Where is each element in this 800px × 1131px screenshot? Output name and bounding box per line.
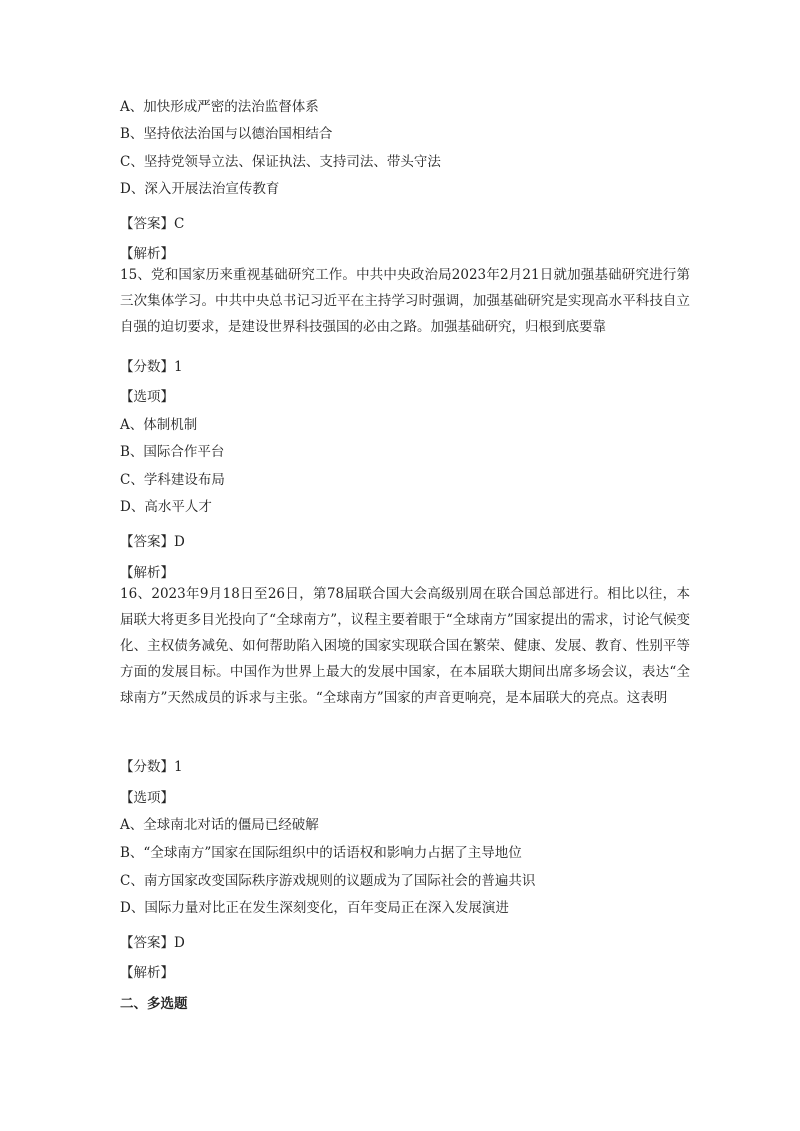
q14-option-d: D、深入开展法治宣传教育 <box>120 181 280 197</box>
q15-option-d: D、高水平人才 <box>120 499 212 515</box>
q15-option-a: A、体制机制 <box>120 417 198 433</box>
q16-stem: 16、2023年9月18日至26日，第78届联合国大会高级别周在联合国总部进行。相比以往，本届联大将更多目光投向了“全球南方”，议程主要着眼于“全球南方”国家提出的需求，讨论气候变化、主权债务减免、如何帮助陷入困境的国家实现联合国在繁荣、健康、发展、教育、性别平等方面的发展目标。中国作为世界上最大的发展中国家，在本届联大期间出席多场会议，表达“全球南方”天然成员的诉求与主张。“全球南方”国家的声音更响亮，是本届联大的亮点。这表明 <box>120 586 690 706</box>
q16-analysis-label: 【解析】 <box>120 965 174 981</box>
q14-option-b: B、坚持依法治国与以德治国相结合 <box>120 126 333 142</box>
q14-answer: 【答案】C <box>120 216 185 232</box>
q14-option-a: A、加快形成严密的法治监督体系 <box>120 99 319 115</box>
q15-option-c: C、学科建设布局 <box>120 472 225 488</box>
q16-option-c: C、南方国家改变国际秩序游戏规则的议题成为了国际社会的普遍共识 <box>120 873 536 889</box>
q16-answer: 【答案】D <box>120 935 185 951</box>
q15-option-b: B、国际合作平台 <box>120 444 225 460</box>
q16-score: 【分数】1 <box>120 759 183 775</box>
q16-option-d: D、国际力量对比正在发生深刻变化，百年变局正在深入发展演进 <box>120 900 509 916</box>
q15-answer: 【答案】D <box>120 534 185 550</box>
q14-option-c: C、坚持党领导立法、保证执法、支持司法、带头守法 <box>120 154 441 170</box>
q14-analysis-label: 【解析】 <box>120 246 174 262</box>
q15-score: 【分数】1 <box>120 359 183 375</box>
q15-options-label: 【选项】 <box>120 389 174 405</box>
section-heading: 二、多选题 <box>120 996 188 1012</box>
q15-stem: 15、党和国家历来重视基础研究工作。中共中央政治局2023年2月21日就加强基础研究进行第三次集体学习。中共中央总书记习近平在主持学习时强调，加强基础研究是实现高水平科技自立自强的迫切要求，是建设世界科技强国的必由之路。加强基础研究，归根到底要靠 <box>120 267 690 335</box>
q16-option-a: A、全球南北对话的僵局已经破解 <box>120 817 319 833</box>
q16-options-label: 【选项】 <box>120 790 174 806</box>
q16-option-b: B、“全球南方”国家在国际组织中的话语权和影响力占据了主导地位 <box>120 845 522 861</box>
q15-analysis-label: 【解析】 <box>120 565 174 581</box>
